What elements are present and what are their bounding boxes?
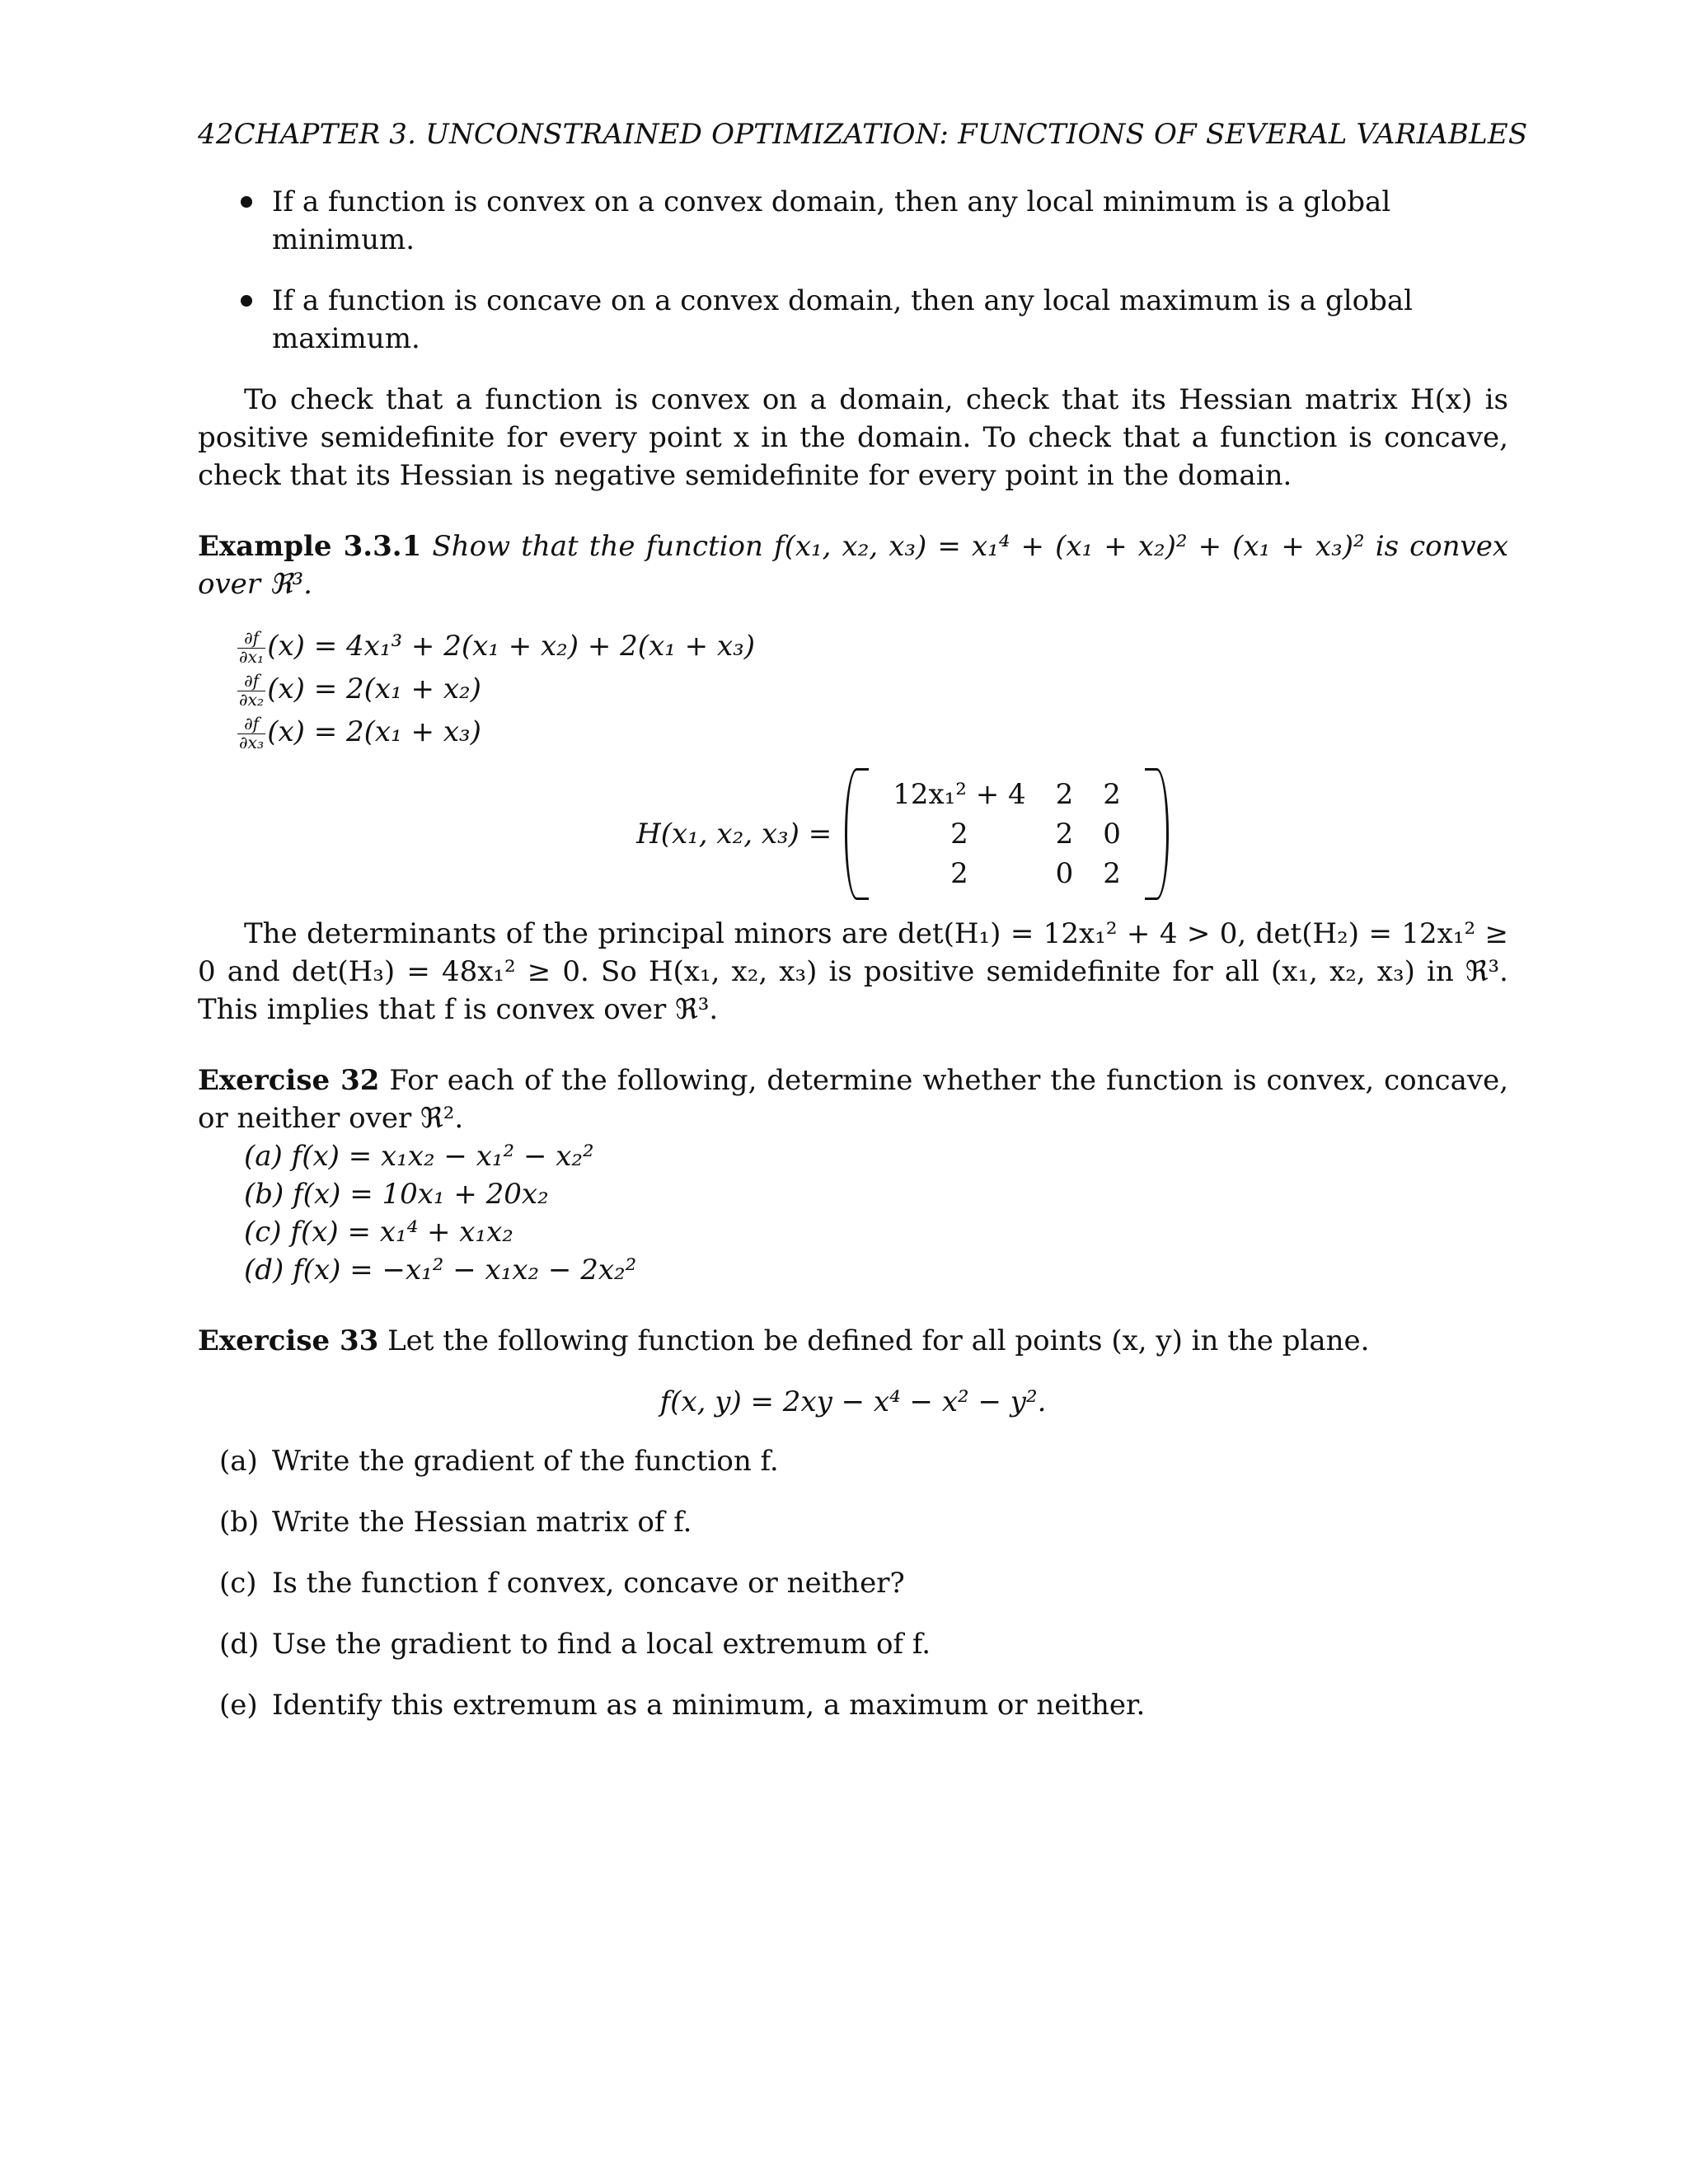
derivative-line: $\frac{\partial f}{\text{∂x₁}}$ (x) = 4x₁³ + 2(x₁ + x₂) + 2(x₁ + x₃) xyxy=(239,628,756,667)
hessian-equation xyxy=(198,768,1508,900)
exercise-33-questions xyxy=(219,1442,1508,1724)
hessian-matrix xyxy=(845,768,1169,900)
example-conclusion: The determinants of the principal minors are det(H₁) = 12x₁² + 4 > 0, det(H₂) = 12x₁² ≥ 0 and det(H₃) = 48x₁² ≥ 0. So H(x₁, x₂, x₃) is positive semidefinite for all (x₁, x₂, x₃) in ℜ³. This implies that f is convex over ℜ³. xyxy=(198,917,1508,1026)
intro-paragraph: To check that a function is convex on a domain, check that its Hessian matrix H(x) is positive semidefinite for every point x in the domain. To check that a function is concave, check that its Hessian is negative semidefinite for every point in the domain. xyxy=(198,383,1508,492)
exercise-label: Exercise 32 xyxy=(198,1064,380,1097)
running-header xyxy=(198,115,1528,153)
exercise-33: Exercise 33 Let the following function be defined for all points (x, y) in the plane. xyxy=(198,1324,1370,1357)
running-title: CHAPTER 3. UNCONSTRAINED OPTIMIZATION: FUNCTIONS OF SEVERAL VARIABLES xyxy=(233,118,1528,151)
hessian-lhs: H(x₁, x₂, x₃) = xyxy=(636,818,832,851)
derivative-line: $\frac{\partial f}{\text{∂x₃}}$ (x) = 2(x₁ + x₃) xyxy=(239,714,481,752)
list-item: (d) f(x) = −x₁² − x₁x₂ − 2x₂² xyxy=(244,1254,637,1286)
exercise-32: Exercise 32 For each of the following, determine whether the function is convex, concave, or neither over ℜ². xyxy=(198,1064,1508,1135)
exercise-label: Exercise 33 xyxy=(198,1324,379,1357)
left-paren-icon xyxy=(845,768,869,900)
example-label: Example 3.3.1 xyxy=(198,530,422,563)
list-item: (b) Write the Hessian matrix of f. xyxy=(219,1506,692,1539)
exercise-32-items xyxy=(244,1137,1508,1289)
derivative-line: $\frac{\partial f}{\text{∂x₂}}$ (x) = 2(x₁ + x₂) xyxy=(239,671,481,710)
page xyxy=(198,115,1528,1747)
list-item: (c) Is the function f convex, concave or neither? xyxy=(219,1567,905,1600)
bullet-dot-icon xyxy=(241,196,252,208)
list-item: (e) Identify this extremum as a minimum, a maximum or neither. xyxy=(219,1689,1146,1722)
exercise-33-formula: f(x, y) = 2xy − x⁴ − x² − y². xyxy=(659,1385,1047,1418)
bullet-item: If a function is convex on a convex domain, then any local minimum is a global minimum. xyxy=(198,183,1508,259)
list-item: (b) f(x) = 10x₁ + 20x₂ xyxy=(244,1178,549,1211)
example-formula: f(x₁, x₂, x₃) = x₁⁴ + (x₁ + x₂)² + (x₁ + x₃)² xyxy=(774,530,1365,563)
bullet-dot-icon xyxy=(241,295,252,307)
list-item: (a) Write the gradient of the function f. xyxy=(219,1445,779,1478)
list-item: (c) f(x) = x₁⁴ + x₁x₂ xyxy=(244,1216,513,1249)
list-item: (d) Use the gradient to find a local extremum of f. xyxy=(219,1628,931,1661)
matrix-row: 2 0 2 xyxy=(950,857,1121,890)
bullet-list xyxy=(198,183,1508,358)
right-paren-icon xyxy=(1145,768,1169,900)
matrix-row: 12x₁² + 4 2 2 xyxy=(893,778,1121,811)
page-number: 42 xyxy=(198,118,234,151)
matrix-row: 2 2 0 xyxy=(950,818,1121,851)
partial-derivatives xyxy=(237,625,1508,753)
bullet-item: If a function is concave on a convex domain, then any local maximum is a global maximum. xyxy=(198,282,1508,358)
list-item: (a) f(x) = x₁x₂ − x₁² − x₂² xyxy=(244,1140,594,1173)
example-statement: Example 3.3.1 Show that the function f(x₁, x₂, x₃) = x₁⁴ + (x₁ + x₂)² + (x₁ + x₃)² is convex over ℜ³. xyxy=(198,530,1509,601)
